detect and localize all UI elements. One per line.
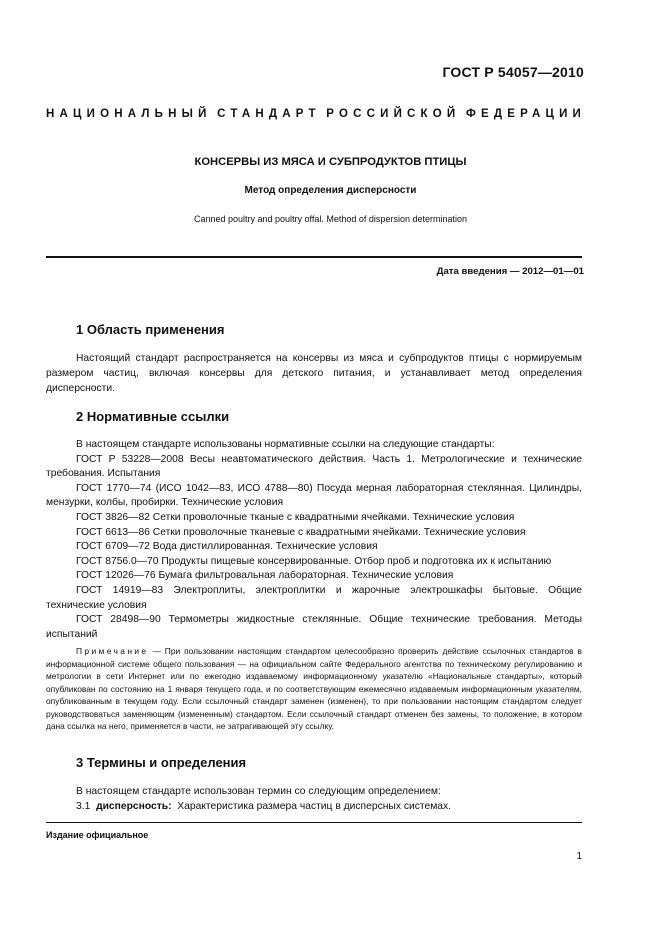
reference-item: ГОСТ 8756.0—70 Продукты пищевые консервированные. Отбор проб и подготовка их к испытанию	[76, 555, 552, 567]
reference-item: ГОСТ 14919—83 Электроплиты, электроплитки и жарочные электрошкафы бытовые. Общие технические условия	[46, 584, 582, 611]
reference-item: ГОСТ 28498—90 Термометры жидкостные стеклянные. Общие технические требования. Методы испытаний	[46, 614, 582, 640]
banner-word: СТАНДАРТ	[217, 108, 321, 120]
term-definition	[46, 799, 582, 814]
document-subtitle: Метод определения дисперсности	[244, 185, 417, 196]
normative-references	[46, 438, 582, 642]
banner-word: ФЕДЕРАЦИИ	[465, 108, 586, 120]
note-label: Примечание	[76, 646, 149, 656]
reference-item: ГОСТ 6709—72 Вода дистиллированная. Технические условия	[76, 541, 378, 553]
page-number: 1	[576, 851, 582, 862]
term-number: 3.1	[76, 801, 91, 812]
section-1-text: Настоящий стандарт распространяется на консервы из мяса и субпродуктов птицы с нормируемым размером частиц, включая консервы для детского питания, и устанавливает метод определения дисперсности.	[46, 353, 582, 394]
term-description: Характеристика размера частиц в дисперсных системах.	[177, 801, 452, 812]
term-name: дисперсность:	[96, 801, 172, 812]
terms-intro: В настоящем стандарте использован термин со следующим определением:	[76, 786, 441, 797]
note-text: — При пользовании настоящим стандартом целесообразно проверить действие ссылочных стандартов в информационной системе общего пользования — на официальном сайте Федерального агентства по техническому регулированию и метрологии в сети Интернет или по ежегодно издаваемому информационному указателю «Национальные стандарты», который опубликован по состоянию на 1 января текущего года, и по соответствующим ежемесячно издаваемым информационным указателям, опубликованным в текущем году. Если ссылочный стандарт заменен (изменен), то при пользовании настоящим стандартом следует руководствоваться заменяющим (измененным) стандартом. Если ссылочный стандарт отменен без замены, то положение, в котором дана ссылка на него, применяется в части, не затрагивающей эту ссылку.	[46, 646, 582, 731]
reference-item: ГОСТ 12026—76 Бумага фильтровальная лабораторная. Технические условия	[76, 570, 454, 582]
banner-word: РОССИЙСКОЙ	[326, 108, 461, 120]
section-1-body	[46, 351, 582, 396]
section-1-heading: 1 Область применения	[76, 322, 225, 337]
section-3-heading: 3 Термины и определения	[76, 755, 247, 770]
footer-divider	[46, 822, 582, 823]
reference-item: ГОСТ 1770—74 (ИСО 1042—83, ИСО 4788—80) Посуда мерная лабораторная стеклянная. Цилиндры, мензурки, колбы, пробирки. Технические условия	[46, 482, 582, 509]
english-title: Canned poultry and poultry offal. Method of dispersion determination	[193, 214, 467, 224]
reference-item: ГОСТ Р 53228—2008 Весы неавтоматического действия. Часть 1. Метрологические и технические требования. Испытания	[46, 453, 582, 480]
introduction-date: Дата введения — 2012—01—01	[436, 266, 584, 277]
document-title: КОНСЕРВЫ ИЗ МЯСА И СУБПРОДУКТОВ ПТИЦЫ	[194, 156, 467, 168]
reference-item: ГОСТ 6613—86 Сетки проволочные тканевые с квадратными ячейками. Технические условия	[76, 526, 526, 538]
references-note	[46, 645, 582, 733]
national-standard-banner	[46, 108, 586, 120]
section-3-body	[46, 784, 582, 814]
title-divider	[46, 256, 582, 258]
references-intro: В настоящем стандарте использованы нормативные ссылки на следующие стандарты:	[76, 439, 495, 450]
official-edition-label: Издание официальное	[46, 830, 149, 840]
banner-word: НАЦИОНАЛЬНЫЙ	[46, 108, 212, 120]
section-2-heading: 2 Нормативные ссылки	[76, 409, 230, 424]
standard-number: ГОСТ Р 54057—2010	[442, 64, 584, 80]
reference-item: ГОСТ 3826—82 Сетки проволочные тканые с квадратными ячейками. Технические условия	[76, 511, 515, 523]
